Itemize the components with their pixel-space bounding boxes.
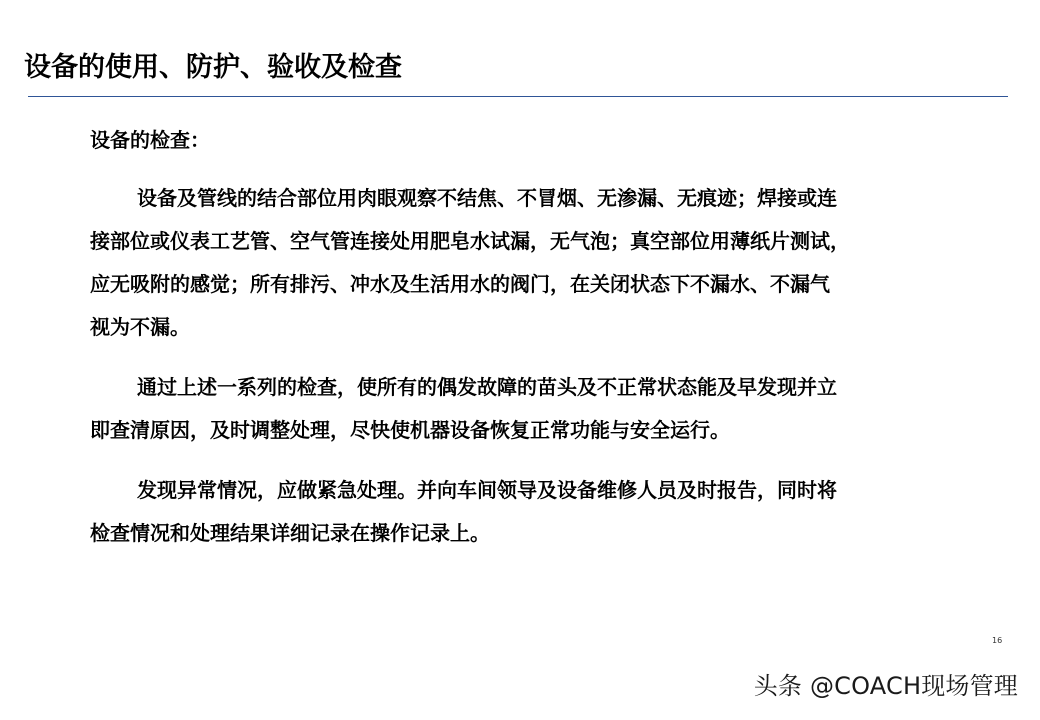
paragraph-line: 接部位或仪表工艺管、空气管连接处用肥皂水试漏，无气泡；真空部位用薄纸片测试， xyxy=(90,229,850,253)
page-number: 16 xyxy=(992,636,1003,645)
section-heading: 设备的检查： xyxy=(90,128,210,152)
paragraph-line: 设备及管线的结合部位用肉眼观察不结焦、不冒烟、无渗漏、无痕迹；焊接或连 xyxy=(137,186,837,210)
slide-title: 设备的使用、防护、验收及检查 xyxy=(24,52,402,83)
paragraph-line: 即查清原因，及时调整处理，尽快使机器设备恢复正常功能与安全运行。 xyxy=(90,418,730,442)
paragraph-line: 发现异常情况，应做紧急处理。并向车间领导及设备维修人员及时报告，同时将 xyxy=(137,478,837,502)
paragraph-line: 视为不漏。 xyxy=(90,315,190,339)
paragraph-abnormal-handling xyxy=(90,469,1008,555)
paragraph-inspection-method xyxy=(90,177,1008,349)
paragraph-inspection-purpose xyxy=(90,366,1008,452)
paragraph-line: 应无吸附的感觉；所有排污、冲水及生活用水的阀门，在关闭状态下不漏水、不漏气 xyxy=(90,272,830,296)
slide-body xyxy=(90,120,1008,572)
title-divider xyxy=(28,96,1008,97)
paragraph-line: 通过上述一系列的检查，使所有的偶发故障的苗头及不正常状态能及早发现并立 xyxy=(137,375,837,399)
paragraph-line: 检查情况和处理结果详细记录在操作记录上。 xyxy=(90,521,490,545)
watermark: 头条 @COACH现场管理 xyxy=(753,672,1018,700)
